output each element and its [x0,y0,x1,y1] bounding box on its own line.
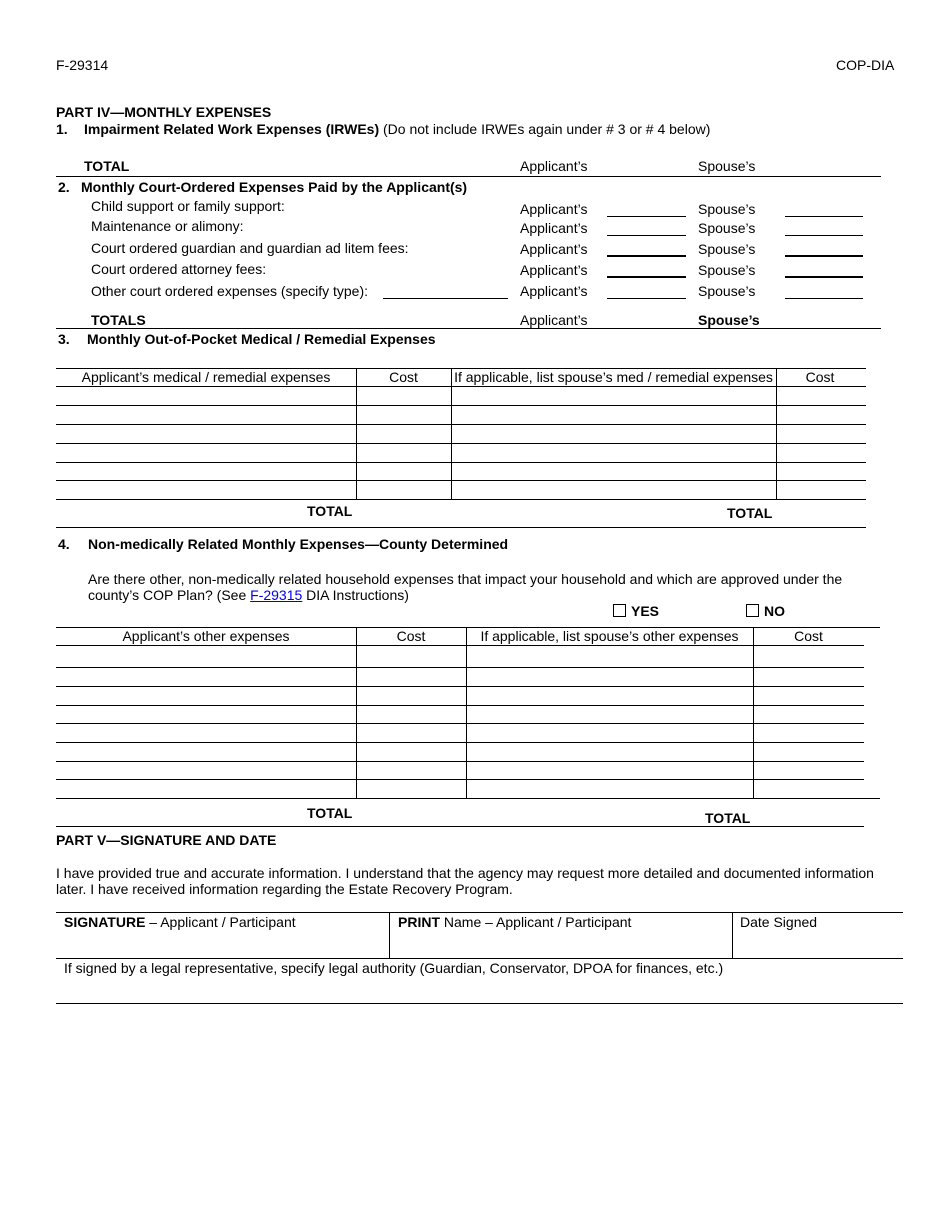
s2-row-spouse-field[interactable] [785,276,863,278]
s2-totals-spouse-label: Spouse’s [698,312,760,328]
s2-row-spouse-field[interactable] [785,255,863,257]
s2-row-label: Maintenance or alimony: [91,218,244,234]
f29315-link[interactable]: F-29315 [250,587,303,603]
other-col-cost: Cost [396,628,426,644]
s1-note: (Do not include IRWEs again under # 3 or # 4 below) [383,121,711,137]
s3-number: 3. [58,331,70,347]
s1-total-label: TOTAL [84,158,130,174]
med-spouse-costs[interactable] [777,387,866,499]
print-name-field[interactable] [390,932,732,958]
other-spouse-costs[interactable] [754,646,864,798]
s4-number: 4. [58,536,70,552]
s2-row-spouse-field[interactable] [785,298,863,299]
s2-other-type-field[interactable] [383,298,508,299]
form-code: COP-DIA [836,57,895,73]
med-col-cost: Cost [389,369,418,385]
s2-row-applicant-label: Applicant’s [520,241,588,257]
other-col-spouse-expenses: If applicable, list spouse’s other expenses [480,628,739,644]
statement-line2: later. I have received information regarding the Estate Recovery Program. [56,881,513,897]
med-applicant-costs[interactable] [357,387,451,499]
s2-totals-label: TOTALS [91,312,146,328]
s2-row-applicant-field[interactable] [607,235,686,236]
s2-row-spouse-field[interactable] [785,235,863,236]
s1-number: 1. [56,121,68,137]
med-col-applicant-expenses: Applicant’s medical / remedial expenses [81,369,331,385]
med-applicant-entries[interactable] [56,387,356,499]
other-applicant-costs[interactable] [357,646,466,798]
med-applicant-total-label: TOTAL [307,503,353,519]
date-signed-label: Date Signed [740,914,818,930]
other-spouse-total-label: TOTAL [705,810,751,826]
med-col-spouse-cost: Cost [805,369,835,385]
legal-rep-label: If signed by a legal representative, specify legal authority (Guardian, Conservator, DPOA for finances, etc.) [64,960,724,976]
other-applicant-entries[interactable] [56,646,356,798]
s2-row-applicant-label: Applicant’s [520,220,588,236]
signature-label: SIGNATURE – Applicant / Participant [64,914,296,930]
s2-row-label: Other court ordered expenses (specify type): [91,283,369,299]
s2-row-applicant-field[interactable] [607,276,686,278]
s2-row-applicant-field[interactable] [607,216,686,217]
s2-row-spouse-label: Spouse’s [698,241,756,257]
s2-row-applicant-field[interactable] [607,298,686,299]
s2-row-spouse-field[interactable] [785,216,863,217]
s2-title: Monthly Court-Ordered Expenses Paid by the Applicant(s) [81,179,468,195]
s2-row-spouse-label: Spouse’s [698,220,756,236]
legal-rep-field[interactable] [56,978,903,1003]
print-name-label: PRINT Name – Applicant / Participant [398,914,632,930]
s2-totals-applicant-label: Applicant’s [520,312,588,328]
other-col-applicant-expenses: Applicant’s other expenses [122,628,290,644]
s2-row-applicant-field[interactable] [607,255,686,257]
s4-question-line2: county’s COP Plan? (See F-29315 DIA Instructions) [88,587,409,603]
s1-heading [84,121,710,137]
yes-checkbox[interactable] [613,604,626,617]
med-spouse-entries[interactable] [452,387,776,499]
date-signed-field[interactable] [733,932,903,958]
no-label: NO [764,603,785,619]
s2-row-spouse-label: Spouse’s [698,283,756,299]
med-col-spouse-expenses: If applicable, list spouse’s med / remedial expenses [454,369,773,385]
s1-spouse-label: Spouse’s [698,158,756,174]
med-spouse-total-label: TOTAL [727,505,773,521]
signature-field[interactable] [56,932,389,958]
part5-title: PART V—SIGNATURE AND DATE [56,832,277,848]
s2-row-applicant-label: Applicant’s [520,201,588,217]
other-col-spouse-cost: Cost [794,628,823,644]
s2-row-spouse-label: Spouse’s [698,262,756,278]
s1-applicant-label: Applicant’s [520,158,588,174]
s1-title: Impairment Related Work Expenses (IRWEs) [84,121,380,137]
form-number: F-29314 [56,57,109,73]
part4-title: PART IV—MONTHLY EXPENSES [56,104,272,120]
s2-row-spouse-label: Spouse’s [698,201,756,217]
other-spouse-entries[interactable] [467,646,753,798]
s4-title: Non-medically Related Monthly Expenses—County Determined [88,536,509,552]
no-checkbox[interactable] [746,604,759,617]
other-applicant-total-label: TOTAL [307,805,353,821]
s4-question-line1: Are there other, non-medically related household expenses that impact your household and which are approved under the [88,571,843,587]
s3-title: Monthly Out-of-Pocket Medical / Remedial Expenses [87,331,436,347]
statement-line1: I have provided true and accurate information. I understand that the agency may request more detailed and documented information [56,865,874,881]
yes-label: YES [631,603,660,619]
s2-row-applicant-label: Applicant’s [520,283,588,299]
s2-row-label: Child support or family support: [91,198,285,214]
s2-number: 2. [58,179,70,195]
s2-row-label: Court ordered attorney fees: [91,261,267,277]
s1-divider [56,176,881,177]
s2-divider [56,328,881,329]
s2-row-label: Court ordered guardian and guardian ad litem fees: [91,240,409,256]
s2-row-applicant-label: Applicant’s [520,262,588,278]
